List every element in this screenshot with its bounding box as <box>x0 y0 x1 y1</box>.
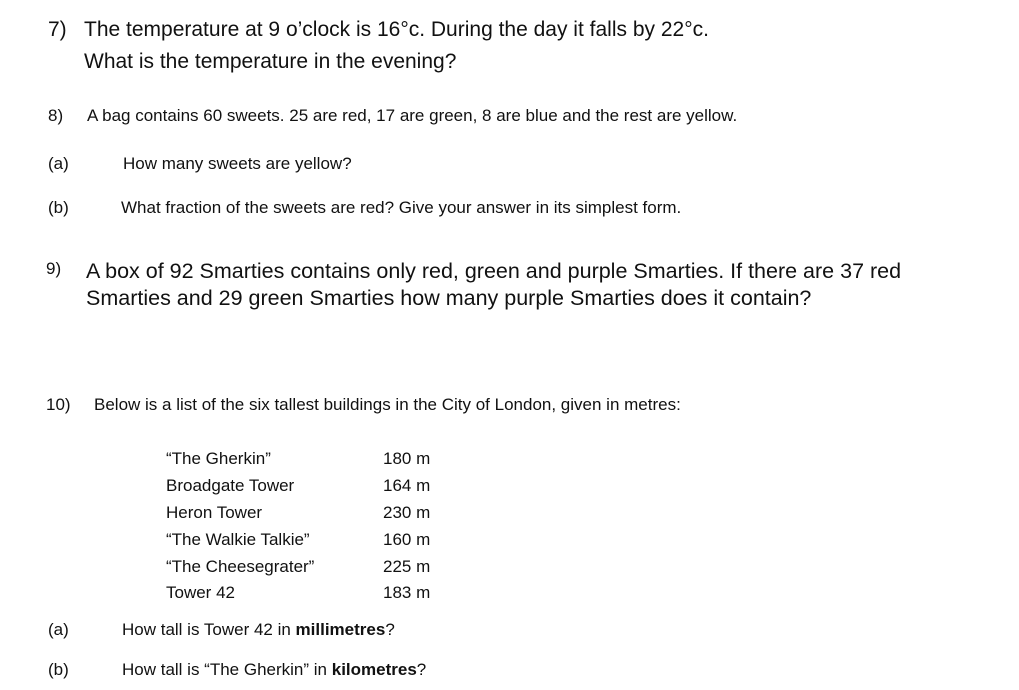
q10-b-label: (b) <box>48 660 69 679</box>
q7-line2: What is the temperature in the evening? <box>84 50 457 73</box>
q10-b-bold: kilometres <box>331 660 417 679</box>
building-height: 230 m <box>383 502 431 522</box>
building-name: “The Walkie Talkie” <box>166 529 310 549</box>
q8-b-text: What fraction of the sweets are red? Give your answer in its simplest form. <box>121 198 682 217</box>
q8-text: A bag contains 60 sweets. 25 are red, 17 are green, 8 are blue and the rest are yellow. <box>87 106 738 125</box>
building-height: 164 m <box>383 476 431 496</box>
building-name: Heron Tower <box>166 502 263 522</box>
q10-a-label: (a) <box>48 620 69 639</box>
q7-number: 7) <box>48 18 67 41</box>
table-row <box>166 473 463 500</box>
q8-b-label: (b) <box>48 198 69 217</box>
building-name: Tower 42 <box>166 583 235 603</box>
building-name: Broadgate Tower <box>166 476 295 496</box>
q10-number: 10) <box>46 395 71 414</box>
q9-text: A box of 92 Smarties contains only red, green and purple Smarties. If there are 37 red Smarties and 29 green Smarties how many purple Smarties does it contain? <box>86 259 902 310</box>
q7-line1: The temperature at 9 o’clock is 16°c. During the day it falls by 22°c. <box>84 18 709 41</box>
building-height: 183 m <box>383 583 431 603</box>
table-row <box>166 446 463 473</box>
q8-a-label: (a) <box>48 154 69 173</box>
q9-number: 9) <box>46 259 62 278</box>
buildings-table <box>166 446 463 607</box>
building-height: 160 m <box>383 529 431 549</box>
q10-b-text <box>122 660 426 680</box>
q10-b-pre: How tall is “The Gherkin” in <box>122 660 332 679</box>
q10-a-text <box>122 620 395 640</box>
q10-a-pre: How tall is Tower 42 in <box>122 620 296 639</box>
q10-intro: Below is a list of the six tallest buildings in the City of London, given in metres: <box>94 395 681 414</box>
building-name: “The Cheesegrater” <box>166 556 315 576</box>
q8-a-text: How many sweets are yellow? <box>123 154 352 173</box>
table-row <box>166 526 463 553</box>
building-name: “The Gherkin” <box>166 449 271 469</box>
building-height: 180 m <box>383 449 431 469</box>
q10-a-post: ? <box>385 620 395 639</box>
q10-a-bold: millimetres <box>295 620 386 639</box>
building-height: 225 m <box>383 556 431 576</box>
q10-b-post: ? <box>416 660 427 679</box>
table-row <box>166 500 463 527</box>
table-row <box>166 553 463 580</box>
q8-number: 8) <box>48 106 64 125</box>
table-row <box>166 580 463 607</box>
